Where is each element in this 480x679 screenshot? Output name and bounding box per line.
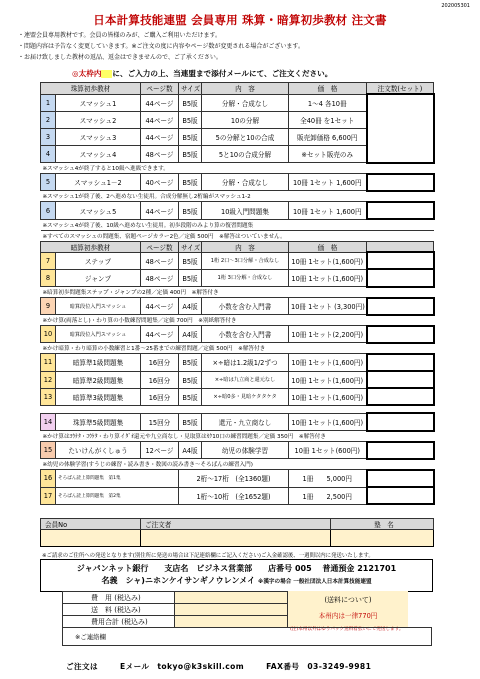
total-input[interactable]: [175, 616, 288, 628]
bank-line: ジャパンネット銀行 支店名 ビジネス営業部 店番号 005 普通預金 2121701: [76, 564, 397, 573]
row-note: ※スマッシュ1が終了後、2へ進めない生徒用。合成分解無し2桁編がスマッシュ1-2: [41, 191, 434, 202]
item-name: 暗算準1級問題集: [56, 354, 141, 371]
item-name: そろばん読上算問題集 第1集: [56, 470, 179, 487]
header-qty: 注文数(セット): [367, 83, 434, 95]
item-size: A4版: [179, 298, 202, 315]
qty-input[interactable]: [367, 298, 434, 315]
shipping-info: [288, 591, 408, 628]
row-number: 7: [41, 252, 56, 269]
instruction-text: に、ご入力の上、当連盟まで添付メールにて、ご注文ください。: [112, 69, 333, 78]
qty-input[interactable]: [367, 388, 434, 405]
row-note: ※すべてのスマッシュの問題集、宿題ページカラー2色／定価 500円 ※解答はついていません。: [41, 230, 434, 241]
item-content: 5と10の合成分解: [202, 146, 289, 163]
document-id: 202005301: [441, 3, 470, 9]
row-number: 3: [41, 128, 56, 145]
item-price: 販売卸価格 6,600円: [289, 128, 367, 145]
item-content: 小数を含む入門書: [202, 326, 289, 343]
item-content: 10級入門問題集: [202, 202, 289, 219]
qty-input[interactable]: [367, 487, 434, 504]
member-no-label: 会員No: [41, 519, 141, 530]
row-note: ※スマッシュ4が終了後、10級へ進めない生徒用。初歩段階のみより算の復習問題集: [41, 219, 434, 230]
item-name: スマッシュ3: [56, 128, 141, 145]
contact-label: ※ご連絡欄: [75, 633, 106, 641]
contact-field[interactable]: [62, 627, 432, 646]
item-content: 2桁～17桁 (全1360題): [179, 470, 289, 487]
item-price: 10冊 1セット (3,300円): [289, 298, 367, 315]
item-content: 1桁 3口分解・合成なし: [202, 269, 289, 286]
instruction-lead: ◎太枠内: [72, 69, 102, 78]
item-size: B5版: [179, 146, 202, 163]
qty-input[interactable]: [367, 252, 434, 269]
item-size: B5版: [179, 371, 202, 388]
header-price: 価 格: [289, 241, 367, 252]
item-size: B5版: [179, 388, 202, 405]
item-content: 分解・合成なし: [202, 94, 289, 111]
item-size: B5版: [179, 202, 202, 219]
table-row: [41, 269, 434, 286]
row-note: ※暗算初歩問題集ステップ・ジャンプの2種／定価 400円 ※解答付き: [41, 287, 434, 298]
qty-input[interactable]: [367, 442, 434, 459]
item-size: B5版: [179, 94, 202, 111]
row-number: 10: [41, 326, 56, 343]
item-price: 10冊 1セット(1,600円): [289, 269, 367, 286]
school-label: 塾 名: [331, 519, 434, 530]
item-pages: 48ページ: [141, 269, 179, 286]
row-note: ※かけ算(両落とし)・わり算の小数練習問題集／定価 700円 ※別紙解答付き: [41, 315, 434, 326]
item-content: ×÷暗は九立商と還元なし: [202, 371, 289, 388]
item-price: 全40冊 を1セット: [289, 111, 367, 128]
row-number: 2: [41, 111, 56, 128]
qty-input[interactable]: [367, 371, 434, 388]
order-table: [40, 82, 435, 505]
table-row: [41, 388, 434, 405]
notes-block: [18, 30, 304, 63]
row-number: 5: [41, 174, 56, 191]
member-no-input[interactable]: [41, 530, 141, 547]
yellow-swatch: [101, 70, 112, 78]
orderer-input[interactable]: [141, 530, 331, 547]
item-price: 1冊 2,500円: [289, 487, 367, 504]
bank-holder: [41, 575, 432, 588]
row-number: 6: [41, 202, 56, 219]
qty-input[interactable]: [367, 413, 434, 430]
item-pages: 44ページ: [141, 111, 179, 128]
item-pages: 12ページ: [141, 442, 179, 459]
item-price: 10冊 1セット(1,600円): [289, 371, 367, 388]
item-pages: 44ページ: [141, 298, 179, 315]
item-pages: 15回分: [141, 413, 179, 430]
table-row: [41, 371, 434, 388]
qty-input-set[interactable]: [367, 94, 434, 163]
orderer-label: ご注文者: [141, 519, 331, 530]
note-line: ・問題内容は予告なく変更していきます。※ご注文の度に内容やページ数が変更される場合がございます。: [18, 43, 304, 50]
item-price: 10冊 1セット 1,600円: [289, 202, 367, 219]
item-content: 5の分解と10の合成: [202, 128, 289, 145]
item-name: 暗算準2級問題集: [56, 371, 141, 388]
item-size: B5版: [179, 128, 202, 145]
qty-input[interactable]: [367, 470, 434, 487]
shipping-body: 本州内は一律770円: [318, 612, 378, 620]
row-number: 14: [41, 413, 56, 430]
total-label: 費用合計 (税込み): [63, 616, 175, 628]
item-content: 分解・合成なし: [202, 174, 289, 191]
item-pages: 48ページ: [141, 252, 179, 269]
row-number: 1: [41, 94, 56, 111]
qty-input[interactable]: [367, 269, 434, 286]
item-size: B5版: [179, 252, 202, 269]
row-number: 9: [41, 298, 56, 315]
item-price: 10冊 1セット(1,600円): [289, 413, 367, 430]
shipping-input[interactable]: [175, 604, 288, 616]
item-content: 小数を含む入門書: [202, 298, 289, 315]
row-note: ※かけ暗算・わり暗算の小数練習と1番～25番までの練習問題／定価 500円 ※解答付き: [41, 343, 434, 354]
item-price: 10冊 1セット(1,600円): [289, 354, 367, 371]
qty-input[interactable]: [367, 174, 434, 191]
item-pages: 44ページ: [141, 94, 179, 111]
footer-label: ご注文は: [66, 662, 98, 671]
row-spacer: [41, 405, 434, 413]
note-line: ・お届け致しました教材の返品、返金はできませんので、ご了承ください。: [18, 54, 222, 61]
item-pages: 44ページ: [141, 202, 179, 219]
item-name: スマッシュ5: [56, 202, 141, 219]
item-price: 10冊 1セット(1,600円): [289, 388, 367, 405]
member-table: [40, 518, 434, 547]
row-number: 13: [41, 388, 56, 405]
table-row: [41, 442, 434, 459]
item-size: B5版: [179, 174, 202, 191]
item-pages: 44ページ: [141, 326, 179, 343]
shipping-title: (送料について): [324, 596, 372, 604]
qty-input[interactable]: [367, 354, 434, 371]
item-size: B5版: [179, 269, 202, 286]
table-row: [41, 354, 434, 371]
page-title: 日本計算技能連盟 会員専用 珠算・暗算初歩教材 注文書: [93, 13, 387, 27]
item-name: スマッシュ1－2: [56, 174, 141, 191]
footer-email[interactable]: Eメール tokyo@k3skill.com: [119, 662, 245, 671]
item-size: B5版: [179, 413, 202, 430]
row-note: ※スマッシュ4が終了すると10級へ進級できます。: [41, 163, 434, 174]
transfer-note: ※ご請求のご住所への発送となります(別住所に発送の場合は下記連絡欄にご記入ください)ご入金確認後、一週間以内に発送いたします。: [42, 553, 374, 559]
header-pages: ページ数: [141, 241, 179, 252]
item-name: スマッシュ2: [56, 111, 141, 128]
item-price: 10冊 1セット(1,600円): [289, 252, 367, 269]
row-number: 8: [41, 269, 56, 286]
row-note: ※かけ算はﾖｳｹﾀ・ｺｳｹﾀ・わり算イﾀﾞｵ還元や九立商なし・見取算はｶｸ10口の練習問題集／定価 350円 ※解答付き: [41, 431, 434, 442]
item-name: 暗算段位入門スマッシュ: [56, 326, 141, 343]
header-content: 内 容: [202, 83, 289, 95]
holder-name: 名義 シャ)ニホンケイサンギノウレンメイ: [101, 576, 256, 585]
header-blank: [367, 241, 434, 252]
header-row-soroban: [41, 83, 434, 95]
holder-kanji: ※漢字の場合 一般社団法人日本計算技能連盟: [257, 579, 372, 585]
header-pages: ページ数: [141, 83, 179, 95]
item-size: B5版: [179, 354, 202, 371]
table-row: [41, 470, 434, 487]
item-price: 1冊 5,000円: [289, 470, 367, 487]
item-price: 1～4 各10冊: [289, 94, 367, 111]
item-name: 暗算段位入門スマッシュ: [56, 298, 141, 315]
row-note: ※幼児の体験学習(すうじの練習・読み書き・数図の読み書き～そろばんの練習入門): [41, 459, 434, 470]
cost-input[interactable]: [175, 592, 288, 604]
item-pages: 44ページ: [141, 128, 179, 145]
item-name: そろばん読上算問題集 第2集: [56, 487, 179, 504]
item-pages: 16回分: [141, 371, 179, 388]
row-number: 12: [41, 371, 56, 388]
item-price: 10冊 1セット(600円): [289, 442, 367, 459]
shipping-tip: (注)本州以外はゆうパック送料着払いにて発送します。: [290, 627, 404, 632]
table-row: [41, 326, 434, 343]
table-row: [41, 174, 434, 191]
item-size: A4版: [179, 326, 202, 343]
cost-label: 費 用 (税込み): [63, 592, 175, 604]
shipping-label: 送 料 (税込み): [63, 604, 175, 616]
footer-fax: FAX番号 03-3249-9981: [266, 662, 372, 671]
school-input[interactable]: [331, 530, 434, 547]
header-price: 価 格: [289, 83, 367, 95]
header-anzan: 暗算初歩教材: [41, 241, 141, 252]
table-row: [41, 202, 434, 219]
item-content: 1桁～10桁 (全1652題): [179, 487, 289, 504]
item-content: ×÷暗0多・見暗ケタタケタ: [202, 388, 289, 405]
footer: [66, 661, 371, 672]
item-content: 幼児の体験学習: [202, 442, 289, 459]
item-pages: 48ページ: [141, 146, 179, 163]
item-content: 1桁 2口～3口分解・合成なし: [202, 252, 289, 269]
row-number: 11: [41, 354, 56, 371]
header-size: サイズ: [179, 83, 202, 95]
item-content: 還元・九立商なし: [202, 413, 289, 430]
row-number: 16: [41, 470, 56, 487]
table-row: [41, 252, 434, 269]
item-price: ※セット販売のみ: [289, 146, 367, 163]
item-name: たいけんがくしゅう: [56, 442, 141, 459]
item-content: ×÷暗は1.2級1/2ずつ: [202, 354, 289, 371]
item-name: スマッシュ4: [56, 146, 141, 163]
table-row: [41, 413, 434, 430]
note-line: ・連盟会員専用教材です。会員の皆様のみが、ご購入ご利用いただけます。: [18, 32, 222, 39]
item-name: 珠算準5級問題集: [56, 413, 141, 430]
header-content: 内 容: [202, 241, 289, 252]
item-name: ステップ: [56, 252, 141, 269]
qty-input[interactable]: [367, 202, 434, 219]
instruction: [72, 68, 332, 79]
header-soroban: 珠算初歩教材: [41, 83, 141, 95]
item-price: 10冊 1セット(2,200円): [289, 326, 367, 343]
fee-table: [62, 591, 288, 628]
item-size: B5版: [179, 111, 202, 128]
row-number: 15: [41, 442, 56, 459]
item-content: 10の分解: [202, 111, 289, 128]
item-name: スマッシュ1: [56, 94, 141, 111]
bank-info: [40, 559, 433, 592]
qty-input[interactable]: [367, 326, 434, 343]
table-row: [41, 94, 434, 111]
item-price: 10冊 1セット 1,600円: [289, 174, 367, 191]
header-row-anzan: [41, 241, 434, 252]
item-pages: 16回分: [141, 354, 179, 371]
item-name: 暗算準3級問題集: [56, 388, 141, 405]
row-number: 17: [41, 487, 56, 504]
item-pages: 40ページ: [141, 174, 179, 191]
item-pages: 16回分: [141, 388, 179, 405]
header-size: サイズ: [179, 241, 202, 252]
item-size: A4版: [179, 442, 202, 459]
table-row: [41, 298, 434, 315]
row-number: 4: [41, 146, 56, 163]
item-name: ジャンプ: [56, 269, 141, 286]
table-row: [41, 487, 434, 504]
